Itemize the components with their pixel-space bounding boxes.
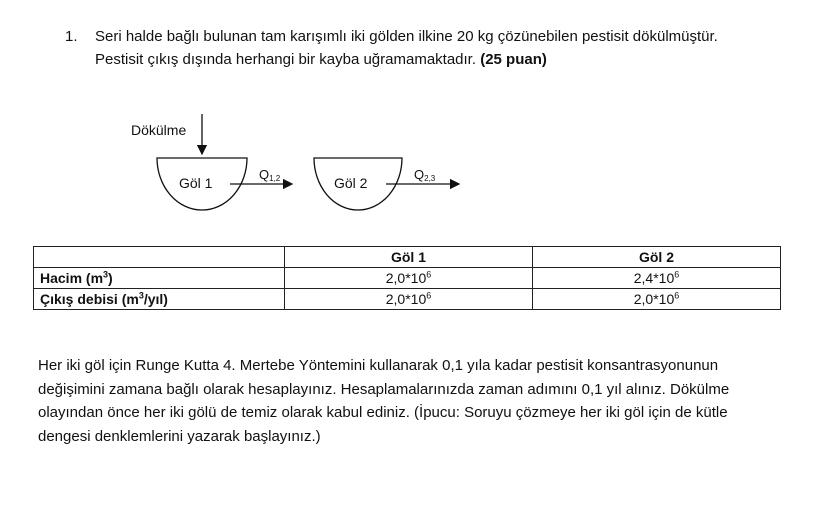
table-row bbox=[34, 268, 781, 289]
question-line-1: Seri halde bağlı bulunan tam karışımlı iki gölden ilkine 20 kg çözünebilen pestisit dökülmüştür. bbox=[95, 28, 718, 45]
question-number: 1. bbox=[65, 28, 78, 45]
outflow-lake-2: $2,0*10^6$ bbox=[533, 289, 781, 310]
paragraph-line: Her iki göl için Runge Kutta 4. Mertebe Yöntemini kullanarak 0,1 yıla kadar pestisit konsantrasyonunun bbox=[38, 357, 719, 374]
table-header-lake-2: Göl 2 bbox=[533, 247, 781, 268]
spill-label: Dökülme bbox=[131, 122, 187, 138]
question-points: (25 puan) bbox=[480, 51, 547, 68]
lake-2-label: Göl 2 bbox=[334, 175, 368, 191]
table-row bbox=[34, 289, 781, 310]
lake-properties-table bbox=[33, 246, 781, 310]
table-header-empty bbox=[34, 247, 285, 268]
flow-2-3-label: Q2,3 bbox=[414, 167, 436, 183]
row-label-volume: Hacim $(m^3)$ bbox=[34, 268, 285, 289]
paragraph-line: olayından önce her iki gölü de temiz olarak kabul ediniz. (İpucu: Soruyu çözmeye her iki göl için de kütle bbox=[38, 404, 728, 421]
question-line-2-text: Pestisit çıkış dışında herhangi bir kayba uğramamaktadır. bbox=[95, 51, 481, 68]
volume-lake-1: $2,0*10^6$ bbox=[285, 268, 533, 289]
row-label-outflow: Çıkış debisi $(m^3/yıl)$ bbox=[34, 289, 285, 310]
paragraph-line: değişimini zamana bağlı olarak hesaplayınız. Hesaplamalarınızda zaman adımını 0,1 yıl alınız. Dökülme bbox=[38, 380, 730, 398]
table-header-lake-1: Göl 1 bbox=[285, 247, 533, 268]
outflow-lake-1: $2,0*10^6$ bbox=[285, 289, 533, 310]
table-header-row bbox=[34, 247, 781, 268]
paragraph-line: dengesi denklemlerini yazarak başlayınız.) bbox=[38, 427, 321, 445]
flow-2-3-subscript: 2,3 bbox=[424, 174, 436, 183]
lake-1-label: Göl 1 bbox=[179, 175, 213, 191]
flow-1-2-label: Q1,2 bbox=[259, 167, 281, 183]
volume-lake-2: $2,4*10^6$ bbox=[533, 268, 781, 289]
instructions-paragraph bbox=[38, 354, 798, 448]
flow-1-2-subscript: 1,2 bbox=[269, 174, 281, 183]
lake-diagram bbox=[0, 0, 828, 240]
